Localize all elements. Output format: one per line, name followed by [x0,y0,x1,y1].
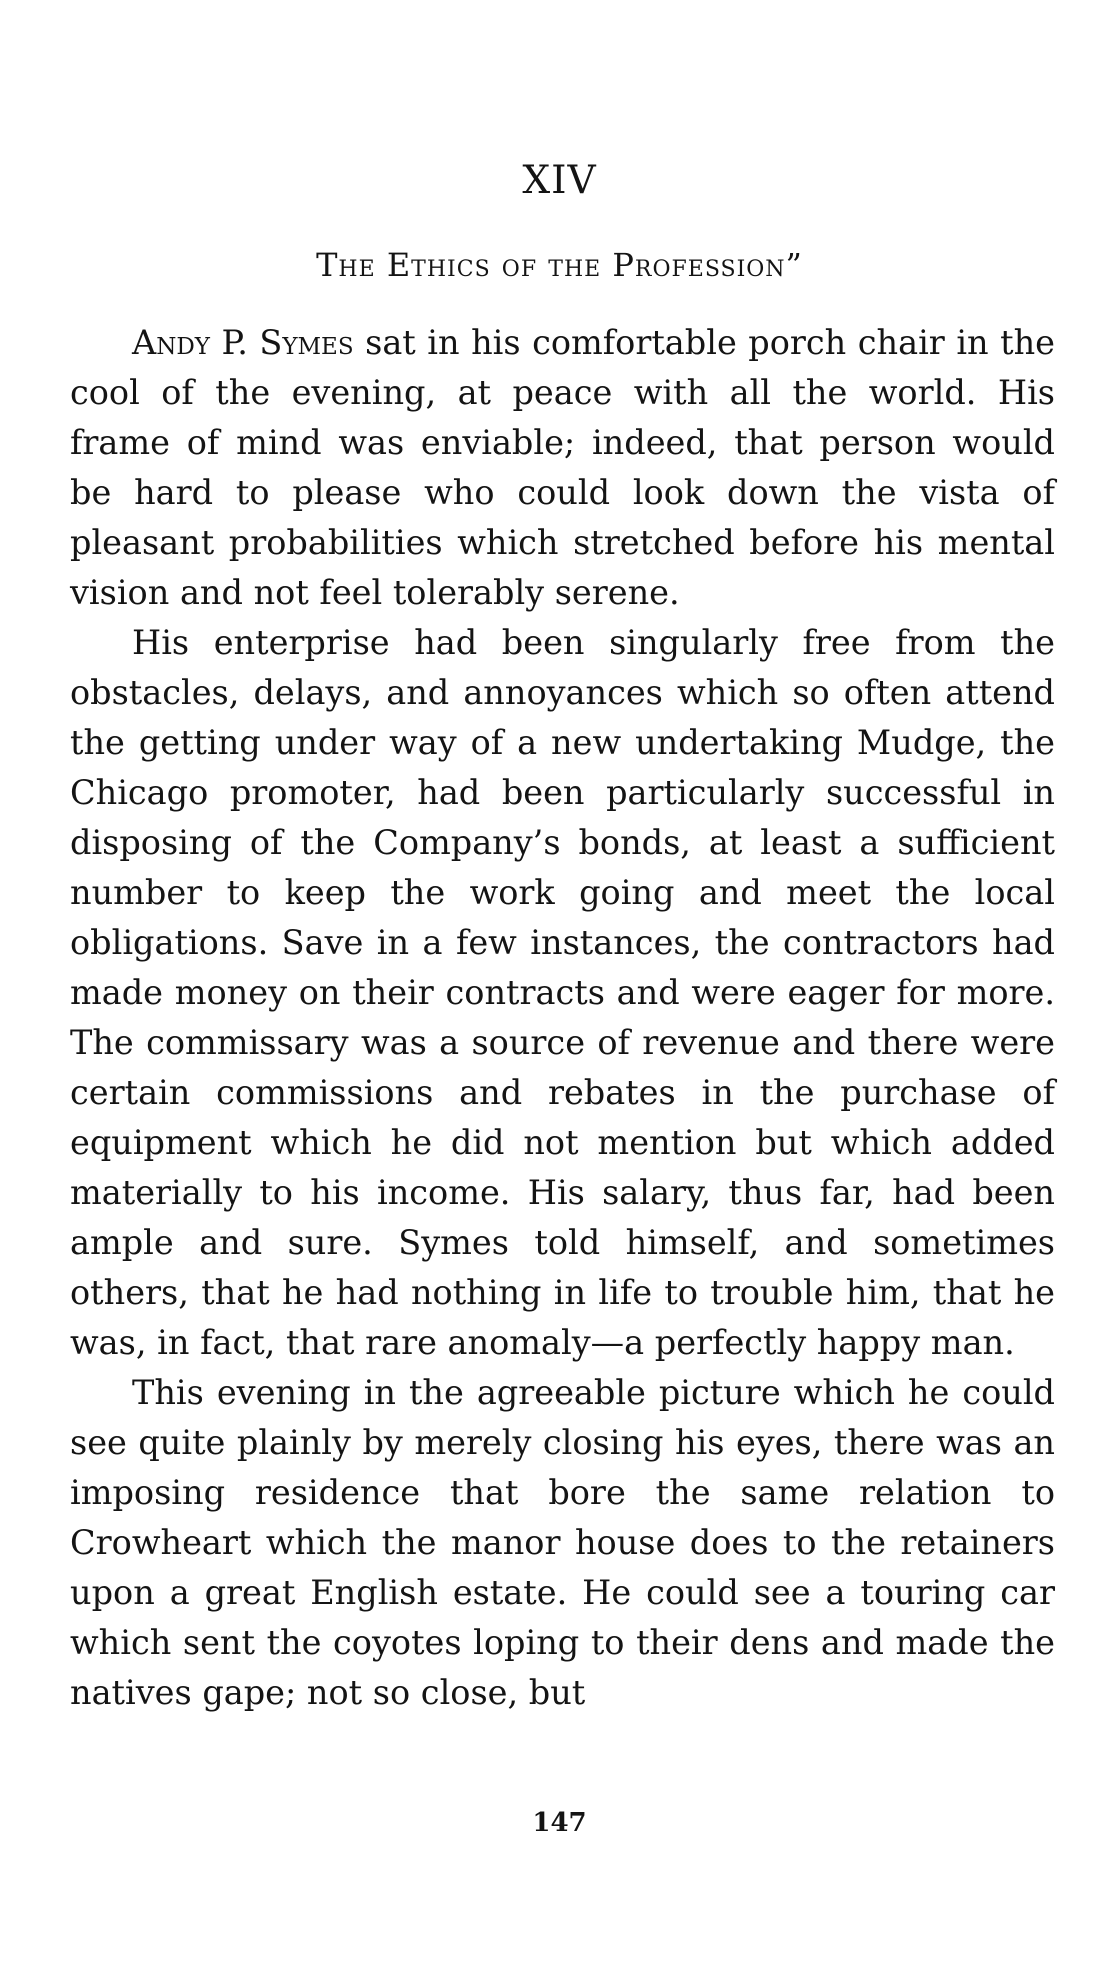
paragraph-2: His enterprise had been singularly free from the obstacles, delays, and annoyances which so often attend the getting under way of a new undertaking Mudge, the Chicago promoter, had been particularly successful in disposing of the Company’s bonds, at least a sufficient number to keep the work going and meet the local obligations. Save in a few instances, the contractors had made money on their contracts and were eager for more. The commissary was a source of revenue and there were certain commissions and rebates in the purchase of equipment which he did not mention but which added materially to his income. His salary, thus far, had been ample and sure. Symes told himself, and sometimes others, that he had nothing in life to trouble him, that he was, in fact, that rare anomaly—a perfectly happy man. [70,623,1055,1362]
paragraph-3: This evening in the agreeable picture which he could see quite plainly by merely closing his eyes, there was an imposing residence that bore the same relation to Crowheart which the manor house does to the retainers upon a great English estate. He could see a touring car which sent the coyotes loping to their dens and made the natives gape; not so close, but [70,1373,1055,1712]
chapter-title: The Ethics of the Profession” [316,246,803,284]
paragraph-lead-name: Andy P. Symes [132,323,354,362]
chapter-body [70,318,1055,1718]
paragraph-1-text: sat in his comfortable porch chair in the cool of the evening, at peace with all the world. His frame of mind was enviable; indeed, that person would be hard to please who could look down the vista of pleasant probabilities which stretched before his mental vision and not feel tolerably serene. [70,323,1055,612]
page-number: 147 [532,1808,587,1838]
paragraph-1 [70,318,1055,618]
chapter-number: XIV [522,158,597,203]
